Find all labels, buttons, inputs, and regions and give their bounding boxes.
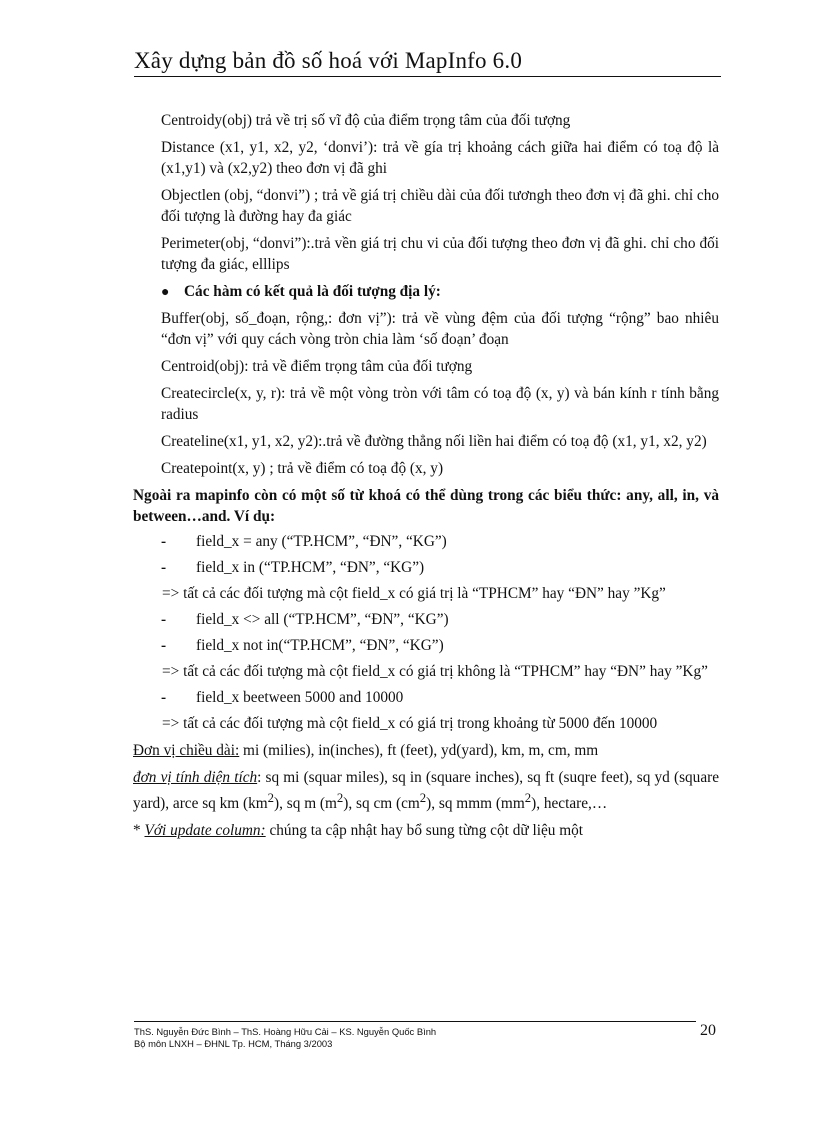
example-item [161,635,719,656]
area-units-text: ), sq m (m [274,795,337,813]
dash-marker: - [161,559,167,576]
function-desc-buffer: Buffer(obj, số_đoạn, rộng,: đơn vị”): trả về vùng đệm của đối tượng “rộng” bao nhiêu “đơn vị” với quy cách vòng tròn chia làm ‘số đoạn’ đoạn [161,310,719,348]
example-expression: field_x <> all (“TP.HCM”, “ĐN”, “KG”) [196,611,449,628]
example-item [161,557,719,578]
example-result: => tất cả các đối tượng mà cột field_x có giá trị là “TPHCM” hay “ĐN” hay ”Kg” [162,585,666,602]
example-result: => tất cả các đối tượng mà cột field_x có giá trị không là “TPHCM” hay “ĐN” hay ”Kg” [162,663,708,680]
page-number: 20 [700,1022,716,1039]
superscript: 2 [419,791,427,805]
function-desc-centroidy: Centroidy(obj) trả về trị số vĩ độ của điểm trọng tâm của đối tượng [161,112,571,129]
update-column-note [133,820,719,841]
page-content [133,110,719,847]
update-column-label: Với update column: [144,822,266,840]
superscript: 2 [267,791,275,805]
function-desc-createcircle: Createcircle(x, y, r): trả về một vòng tròn với tâm có toạ độ (x, y) và bán kính r tính bằng radius [161,385,719,423]
page-header-title: Xây dựng bản đồ số hoá với MapInfo 6.0 [134,48,523,73]
example-item [161,531,719,552]
example-expression: field_x in (“TP.HCM”, “ĐN”, “KG”) [196,559,425,576]
footer-rule [134,1021,696,1022]
bullet-heading [161,281,719,303]
area-units-text: ), sq mmm (mm [426,795,525,813]
superscript: 2 [524,791,532,805]
footer-authors: ThS. Nguyễn Đức Bình – ThS. Hoàng Hữu Cải – KS. Nguyễn Quốc Bình [134,1026,437,1037]
length-units-text: mi (milies), in(inches), ft (feet), yd(yard), km, m, cm, mm [239,742,599,759]
area-units-text: : sq mi (squar miles), sq in (square inches), sq ft (suqre feet), sq yd (square yard), arce sq km (km [133,769,719,813]
dash-marker: - [161,637,167,654]
bullet-heading-text: Các hàm có kết quả là đối tượng địa lý: [184,283,441,300]
function-desc-perimeter: Perimeter(obj, “donvi”):.trả vền giá trị chu vi của đối tượng theo đơn vị đã ghi. chỉ cho đối tượng đa giác, elllips [161,235,719,273]
dash-marker: - [161,533,167,550]
area-units-label: đơn vị tính diện tích [133,769,258,786]
example-item [161,609,719,630]
asterisk: * [133,822,145,840]
function-desc-objectlen: Objectlen (obj, “donvi”) ; trả về giá trị chiều dài của đối tươngh theo đơn vị đã ghi. chỉ cho đối tượng là đường hay đa giác [161,187,719,225]
bullet-dot: ● [161,285,170,300]
footer-credits [134,1026,436,1050]
example-expression: field_x beetween 5000 and 10000 [196,689,404,706]
function-desc-createpoint: Createpoint(x, y) ; trả về điểm có toạ độ (x, y) [161,460,444,477]
footer-department: Bộ môn LNXH – ĐHNL Tp. HCM, Tháng 3/2003 [134,1038,333,1049]
example-item [161,687,719,708]
example-result: => tất cả các đối tượng mà cột field_x có giá trị trong khoảng từ 5000 đến 10000 [162,715,658,732]
length-units-label: Đơn vị chiều dài: [133,742,240,759]
area-units-text: ), sq cm (cm [343,795,420,813]
area-units [133,767,719,814]
superscript: 2 [336,791,344,805]
keywords-paragraph: Ngoài ra mapinfo còn có một số từ khoá có thể dùng trong các biểu thức: any, all, in, và between…and. Ví dụ: [133,487,719,525]
function-desc-createline: Createline(x1, y1, x2, y2):.trả về đường thẳng nối liền hai điểm có toạ độ (x1, y1, x2, y2) [161,433,707,450]
update-column-text: chúng ta cập nhật hay bổ sung từng cột dữ liệu một [265,822,584,840]
dash-marker: - [161,611,167,628]
dash-marker: - [161,689,167,706]
area-units-text: ), hectare,… [531,795,608,813]
header-rule [134,76,721,77]
function-desc-centroid: Centroid(obj): trả về điểm trọng tâm của đối tượng [161,358,473,375]
function-desc-distance: Distance (x1, y1, x2, y2, ‘donvi’): trả về gía trị khoảng cách giữa hai điểm có toạ độ là (x1,y1) và (x2,y2) theo đơn vị đã ghi [161,139,719,177]
example-expression: field_x = any (“TP.HCM”, “ĐN”, “KG”) [196,533,447,550]
example-expression: field_x not in(“TP.HCM”, “ĐN”, “KG”) [196,637,444,654]
length-units [133,740,719,761]
